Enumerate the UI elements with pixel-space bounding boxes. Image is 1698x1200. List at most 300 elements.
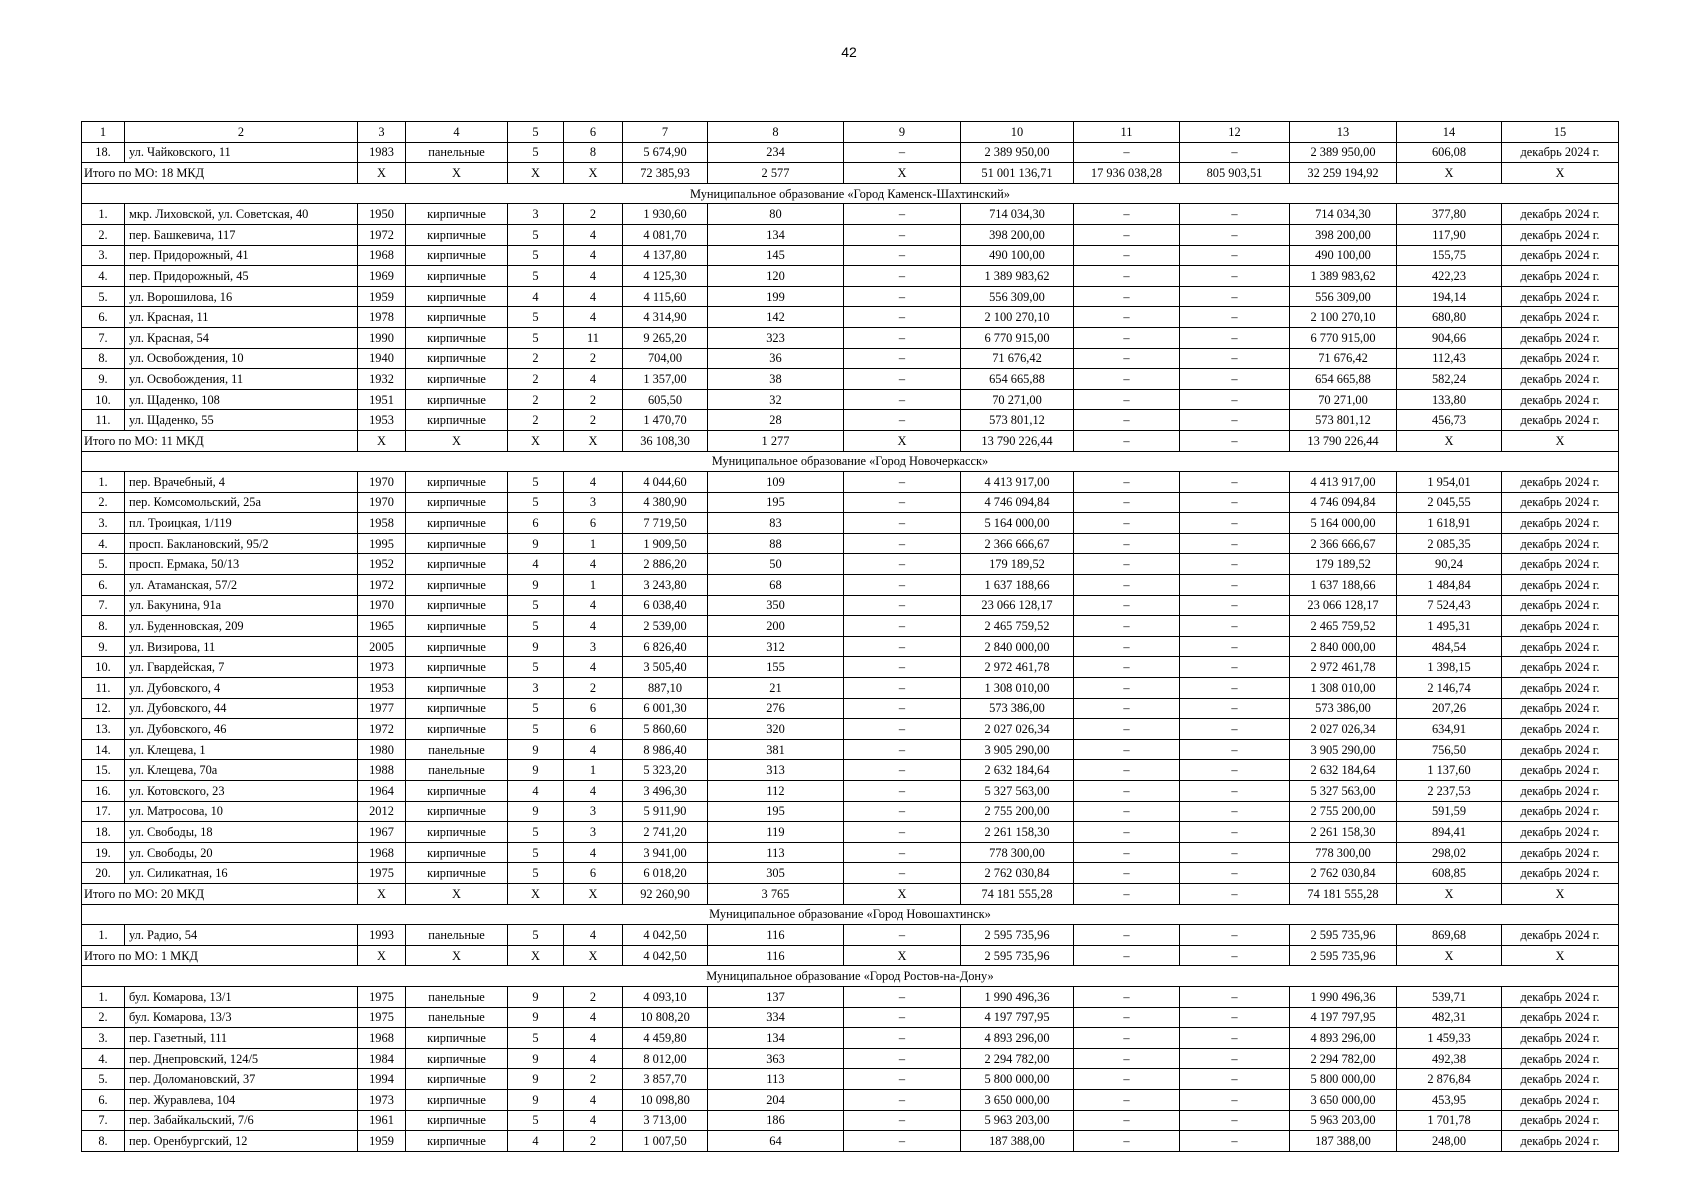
table-row [82, 575, 1619, 596]
total-cell: X [406, 945, 508, 966]
table-cell: декабрь 2024 г. [1502, 781, 1619, 802]
table-cell: 4 [564, 1089, 623, 1110]
table-cell: 2 972 461,78 [1290, 657, 1397, 678]
table-cell: 2 [564, 986, 623, 1007]
table-cell: кирпичные [406, 389, 508, 410]
table-cell: 1969 [358, 266, 406, 287]
table-cell: 14. [82, 739, 125, 760]
table-cell: 187 388,00 [1290, 1131, 1397, 1152]
table-cell: декабрь 2024 г. [1502, 142, 1619, 163]
table-cell: – [1074, 327, 1180, 348]
section-heading-row [82, 451, 1619, 472]
table-cell: 298,02 [1397, 842, 1502, 863]
table-cell: панельные [406, 986, 508, 1007]
table-cell: 2 294 782,00 [1290, 1048, 1397, 1069]
table-cell: кирпичные [406, 616, 508, 637]
table-cell: панельные [406, 739, 508, 760]
table-cell: – [1074, 842, 1180, 863]
table-cell: 1 398,15 [1397, 657, 1502, 678]
total-row [82, 163, 1619, 184]
table-cell: 4 125,30 [623, 266, 708, 287]
table-cell: 71 676,42 [1290, 348, 1397, 369]
table-cell: 5 860,60 [623, 719, 708, 740]
table-cell: 8 012,00 [623, 1048, 708, 1069]
table-cell: 2 [508, 410, 564, 431]
table-cell: 894,41 [1397, 822, 1502, 843]
total-cell: X [508, 163, 564, 184]
table-cell: 4 [564, 595, 623, 616]
table-cell: 634,91 [1397, 719, 1502, 740]
table-cell: 398 200,00 [961, 224, 1074, 245]
table-cell: 2 840 000,00 [961, 636, 1074, 657]
table-cell: 1. [82, 204, 125, 225]
table-cell: 3 [564, 492, 623, 513]
table-row [82, 719, 1619, 740]
table-row [82, 616, 1619, 637]
table-cell: 1973 [358, 1089, 406, 1110]
table-cell: 654 665,88 [961, 369, 1074, 390]
table-cell: 64 [708, 1131, 844, 1152]
address-cell: пер. Журавлева, 104 [125, 1089, 358, 1110]
table-cell: 4 746 094,84 [961, 492, 1074, 513]
table-cell: – [1074, 245, 1180, 266]
table-cell: 5 800 000,00 [961, 1069, 1074, 1090]
table-cell: 3. [82, 245, 125, 266]
table-cell: – [1074, 678, 1180, 699]
table-cell: 5 [508, 925, 564, 946]
table-cell: 71 676,42 [961, 348, 1074, 369]
table-cell: 1972 [358, 575, 406, 596]
table-cell: 2 261 158,30 [961, 822, 1074, 843]
table-row [82, 863, 1619, 884]
table-cell: 70 271,00 [1290, 389, 1397, 410]
address-cell: ул. Котовского, 23 [125, 781, 358, 802]
table-cell: 7 524,43 [1397, 595, 1502, 616]
table-cell: 7. [82, 327, 125, 348]
total-cell: X [564, 163, 623, 184]
table-cell: 1959 [358, 1131, 406, 1152]
table-cell: – [844, 533, 961, 554]
table-row [82, 1007, 1619, 1028]
table-cell: 119 [708, 822, 844, 843]
table-cell: 398 200,00 [1290, 224, 1397, 245]
table-cell: – [1180, 1131, 1290, 1152]
table-cell: 6 018,20 [623, 863, 708, 884]
table-cell: – [844, 760, 961, 781]
table-cell: 4 137,80 [623, 245, 708, 266]
total-cell: X [406, 883, 508, 904]
table-cell: кирпичные [406, 307, 508, 328]
table-cell: – [844, 925, 961, 946]
table-cell: 207,26 [1397, 698, 1502, 719]
table-cell: 1968 [358, 1028, 406, 1049]
total-cell: X [358, 945, 406, 966]
table-cell: 2 027 026,34 [1290, 719, 1397, 740]
section-heading-row [82, 183, 1619, 204]
table-cell: 1 357,00 [623, 369, 708, 390]
table-cell: – [1074, 863, 1180, 884]
table-cell: кирпичные [406, 348, 508, 369]
table-cell: 5 [508, 657, 564, 678]
table-cell: 9 [508, 986, 564, 1007]
table-cell: декабрь 2024 г. [1502, 389, 1619, 410]
table-cell: 2 762 030,84 [961, 863, 1074, 884]
table-cell: 9 [508, 636, 564, 657]
table-cell: – [1074, 1007, 1180, 1028]
table-row [82, 266, 1619, 287]
total-cell: 116 [708, 945, 844, 966]
table-cell: 10. [82, 389, 125, 410]
table-cell: 1978 [358, 307, 406, 328]
address-cell: пер. Забайкальский, 7/6 [125, 1110, 358, 1131]
table-cell: 4 [564, 781, 623, 802]
table-row [82, 760, 1619, 781]
table-cell: 204 [708, 1089, 844, 1110]
total-cell: X [1397, 430, 1502, 451]
table-cell: 5 [508, 595, 564, 616]
table-cell: – [1180, 719, 1290, 740]
table-cell: 1961 [358, 1110, 406, 1131]
table-row [82, 1131, 1619, 1152]
total-label: Итого по МО: 11 МКД [82, 430, 358, 451]
table-cell: – [1180, 760, 1290, 781]
table-row [82, 389, 1619, 410]
table-cell: 117,90 [1397, 224, 1502, 245]
table-cell: 8. [82, 348, 125, 369]
table-cell: кирпичные [406, 204, 508, 225]
housing-register-table [81, 121, 1619, 1152]
table-cell: 9 [508, 1007, 564, 1028]
table-cell: – [1074, 636, 1180, 657]
table-row [82, 1110, 1619, 1131]
table-cell: – [1074, 348, 1180, 369]
table-row [82, 369, 1619, 390]
table-cell: кирпичные [406, 781, 508, 802]
table-cell: – [1180, 986, 1290, 1007]
table-cell: – [1074, 595, 1180, 616]
table-cell: кирпичные [406, 595, 508, 616]
table-cell: 9 [508, 1089, 564, 1110]
table-cell: 1959 [358, 286, 406, 307]
table-cell: – [1074, 575, 1180, 596]
table-cell: 1 007,50 [623, 1131, 708, 1152]
total-cell: 1 277 [708, 430, 844, 451]
table-cell: 1972 [358, 719, 406, 740]
table-cell: – [1074, 1110, 1180, 1131]
table-cell: 1 137,60 [1397, 760, 1502, 781]
section-heading-row [82, 966, 1619, 987]
table-cell: – [844, 781, 961, 802]
table-row [82, 925, 1619, 946]
table-cell: декабрь 2024 г. [1502, 554, 1619, 575]
table-cell: 133,80 [1397, 389, 1502, 410]
address-cell: ул. Силикатная, 16 [125, 863, 358, 884]
address-cell: бул. Комарова, 13/1 [125, 986, 358, 1007]
table-cell: 109 [708, 472, 844, 493]
table-cell: – [1180, 369, 1290, 390]
table-cell: 312 [708, 636, 844, 657]
table-cell: 714 034,30 [1290, 204, 1397, 225]
table-cell: 5 164 000,00 [1290, 513, 1397, 534]
table-cell: 4 [564, 307, 623, 328]
table-row [82, 1048, 1619, 1069]
table-cell: 2 [508, 389, 564, 410]
table-cell: 1988 [358, 760, 406, 781]
table-cell: 155,75 [1397, 245, 1502, 266]
table-cell: 5 [508, 224, 564, 245]
table-cell: 704,00 [623, 348, 708, 369]
table-cell: – [844, 986, 961, 1007]
table-row [82, 842, 1619, 863]
table-cell: 484,54 [1397, 636, 1502, 657]
table-cell: – [1180, 678, 1290, 699]
table-cell: – [844, 575, 961, 596]
table-cell: 1940 [358, 348, 406, 369]
table-cell: – [1180, 781, 1290, 802]
table-cell: – [1074, 1089, 1180, 1110]
table-cell: 9 [508, 801, 564, 822]
address-cell: ул. Бакунина, 91а [125, 595, 358, 616]
table-cell: – [1180, 595, 1290, 616]
address-cell: ул. Дубовского, 46 [125, 719, 358, 740]
table-cell: – [844, 224, 961, 245]
table-cell: 10 098,80 [623, 1089, 708, 1110]
table-cell: 654 665,88 [1290, 369, 1397, 390]
table-cell: – [1180, 1028, 1290, 1049]
table-cell: декабрь 2024 г. [1502, 410, 1619, 431]
table-cell: 323 [708, 327, 844, 348]
total-cell: 74 181 555,28 [1290, 883, 1397, 904]
table-cell: кирпичные [406, 513, 508, 534]
table-cell: – [1074, 986, 1180, 1007]
table-cell: 4 [564, 472, 623, 493]
table-cell: – [1180, 513, 1290, 534]
table-row [82, 472, 1619, 493]
table-cell: 5 911,90 [623, 801, 708, 822]
table-cell: 4 115,60 [623, 286, 708, 307]
address-cell: ул. Матросова, 10 [125, 801, 358, 822]
total-cell: X [844, 945, 961, 966]
table-cell: 5 [508, 698, 564, 719]
table-cell: – [844, 266, 961, 287]
table-cell: – [1180, 1007, 1290, 1028]
table-cell: декабрь 2024 г. [1502, 719, 1619, 740]
total-cell: X [1502, 945, 1619, 966]
address-cell: ул. Клещева, 1 [125, 739, 358, 760]
table-row [82, 204, 1619, 225]
table-cell: кирпичные [406, 822, 508, 843]
total-cell: X [564, 430, 623, 451]
table-cell: – [1180, 492, 1290, 513]
total-row [82, 883, 1619, 904]
table-cell: – [1074, 1069, 1180, 1090]
table-cell: 4 [564, 554, 623, 575]
table-cell: 19. [82, 842, 125, 863]
table-cell: – [844, 822, 961, 843]
total-cell: 36 108,30 [623, 430, 708, 451]
table-cell: – [844, 307, 961, 328]
table-cell: – [1074, 224, 1180, 245]
table-cell: 234 [708, 142, 844, 163]
table-cell: 3 [564, 822, 623, 843]
table-cell: декабрь 2024 г. [1502, 1048, 1619, 1069]
table-cell: 4. [82, 533, 125, 554]
address-cell: ул. Щаденко, 108 [125, 389, 358, 410]
address-cell: ул. Ворошилова, 16 [125, 286, 358, 307]
table-cell: – [1074, 698, 1180, 719]
address-cell: пер. Доломановский, 37 [125, 1069, 358, 1090]
address-cell: пер. Башкевича, 117 [125, 224, 358, 245]
table-cell: 1977 [358, 698, 406, 719]
table-row [82, 678, 1619, 699]
total-cell: 3 765 [708, 883, 844, 904]
table-cell: – [1180, 863, 1290, 884]
table-cell: 5 [508, 266, 564, 287]
table-cell: – [1180, 1089, 1290, 1110]
table-cell: – [1180, 554, 1290, 575]
table-cell: – [1180, 1048, 1290, 1069]
table-cell: – [844, 327, 961, 348]
table-cell: – [1180, 389, 1290, 410]
table-cell: – [844, 472, 961, 493]
address-cell: ул. Чайковского, 11 [125, 142, 358, 163]
table-cell: 350 [708, 595, 844, 616]
table-cell: кирпичные [406, 533, 508, 554]
total-cell: X [406, 163, 508, 184]
total-cell: X [358, 430, 406, 451]
table-cell: – [844, 1048, 961, 1069]
table-cell: 4 [564, 224, 623, 245]
table-cell: декабрь 2024 г. [1502, 986, 1619, 1007]
table-cell: 1953 [358, 410, 406, 431]
total-cell: X [844, 883, 961, 904]
table-cell: 320 [708, 719, 844, 740]
table-cell: – [1074, 739, 1180, 760]
total-cell: – [1074, 430, 1180, 451]
table-cell: 6 [564, 863, 623, 884]
table-cell: – [1074, 492, 1180, 513]
table-cell: – [844, 595, 961, 616]
table-cell: 453,95 [1397, 1089, 1502, 1110]
table-cell: декабрь 2024 г. [1502, 657, 1619, 678]
table-cell: 5 164 000,00 [961, 513, 1074, 534]
table-cell: 5 327 563,00 [961, 781, 1074, 802]
table-cell: 4 [564, 657, 623, 678]
table-cell: 1 954,01 [1397, 472, 1502, 493]
table-cell: 23 066 128,17 [1290, 595, 1397, 616]
table-cell: 8 986,40 [623, 739, 708, 760]
table-cell: 5 674,90 [623, 142, 708, 163]
address-cell: ул. Клещева, 70а [125, 760, 358, 781]
table-cell: кирпичные [406, 492, 508, 513]
table-cell: 2 100 270,10 [1290, 307, 1397, 328]
column-number-cell: 9 [844, 122, 961, 143]
table-cell: 2 595 735,96 [961, 925, 1074, 946]
table-cell: 5. [82, 554, 125, 575]
table-cell: декабрь 2024 г. [1502, 307, 1619, 328]
table-cell: – [844, 616, 961, 637]
address-cell: пл. Троицкая, 1/119 [125, 513, 358, 534]
table-cell: 113 [708, 842, 844, 863]
table-cell: 2 [564, 410, 623, 431]
table-cell: 2 755 200,00 [1290, 801, 1397, 822]
table-cell: – [844, 719, 961, 740]
table-cell: – [844, 513, 961, 534]
table-cell: 21 [708, 678, 844, 699]
table-cell: 1 637 188,66 [1290, 575, 1397, 596]
table-cell: 1964 [358, 781, 406, 802]
table-cell: – [1074, 389, 1180, 410]
table-cell: 778 300,00 [1290, 842, 1397, 863]
table-cell: – [1074, 760, 1180, 781]
table-cell: 16. [82, 781, 125, 802]
table-cell: 2 972 461,78 [961, 657, 1074, 678]
table-cell: 4 380,90 [623, 492, 708, 513]
table-cell: 36 [708, 348, 844, 369]
table-cell: 2 366 666,67 [1290, 533, 1397, 554]
address-cell: пер. Придорожный, 45 [125, 266, 358, 287]
table-cell: 1 990 496,36 [1290, 986, 1397, 1007]
table-cell: 2. [82, 1007, 125, 1028]
table-row [82, 1069, 1619, 1090]
table-cell: 1. [82, 986, 125, 1007]
table-cell: 3 505,40 [623, 657, 708, 678]
table-row [82, 245, 1619, 266]
table-cell: 3 650 000,00 [1290, 1089, 1397, 1110]
table-cell: кирпичные [406, 1048, 508, 1069]
table-cell: 248,00 [1397, 1131, 1502, 1152]
table-cell: 2 876,84 [1397, 1069, 1502, 1090]
table-cell: 9 [508, 533, 564, 554]
table-cell: 6. [82, 1089, 125, 1110]
table-row [82, 533, 1619, 554]
total-cell: X [358, 883, 406, 904]
table-cell: – [1180, 575, 1290, 596]
table-cell: декабрь 2024 г. [1502, 801, 1619, 822]
table-cell: – [844, 1007, 961, 1028]
table-cell: 6 038,40 [623, 595, 708, 616]
table-cell: 1968 [358, 245, 406, 266]
table-cell: 573 801,12 [961, 410, 1074, 431]
table-cell: 2 632 184,64 [1290, 760, 1397, 781]
table-cell: 3 941,00 [623, 842, 708, 863]
address-cell: ул. Красная, 54 [125, 327, 358, 348]
table-cell: – [1074, 410, 1180, 431]
table-cell: 2 [564, 204, 623, 225]
total-cell: 72 385,93 [623, 163, 708, 184]
table-cell: 1 909,50 [623, 533, 708, 554]
table-cell: 3. [82, 1028, 125, 1049]
total-cell: – [1180, 945, 1290, 966]
table-cell: кирпичные [406, 657, 508, 678]
total-cell: X [564, 945, 623, 966]
address-cell: бул. Комарова, 13/3 [125, 1007, 358, 1028]
table-cell: – [844, 204, 961, 225]
table-cell: – [844, 636, 961, 657]
table-cell: 2 237,53 [1397, 781, 1502, 802]
table-cell: 9 [508, 1048, 564, 1069]
table-cell: 4 [564, 616, 623, 637]
table-cell: декабрь 2024 г. [1502, 822, 1619, 843]
section-heading-row [82, 904, 1619, 925]
table-cell: кирпичные [406, 1110, 508, 1131]
table-cell: 1 389 983,62 [1290, 266, 1397, 287]
column-number-cell: 7 [623, 122, 708, 143]
table-cell: 1984 [358, 1048, 406, 1069]
table-cell: 1950 [358, 204, 406, 225]
table-cell: 4. [82, 266, 125, 287]
total-cell: X [1502, 883, 1619, 904]
